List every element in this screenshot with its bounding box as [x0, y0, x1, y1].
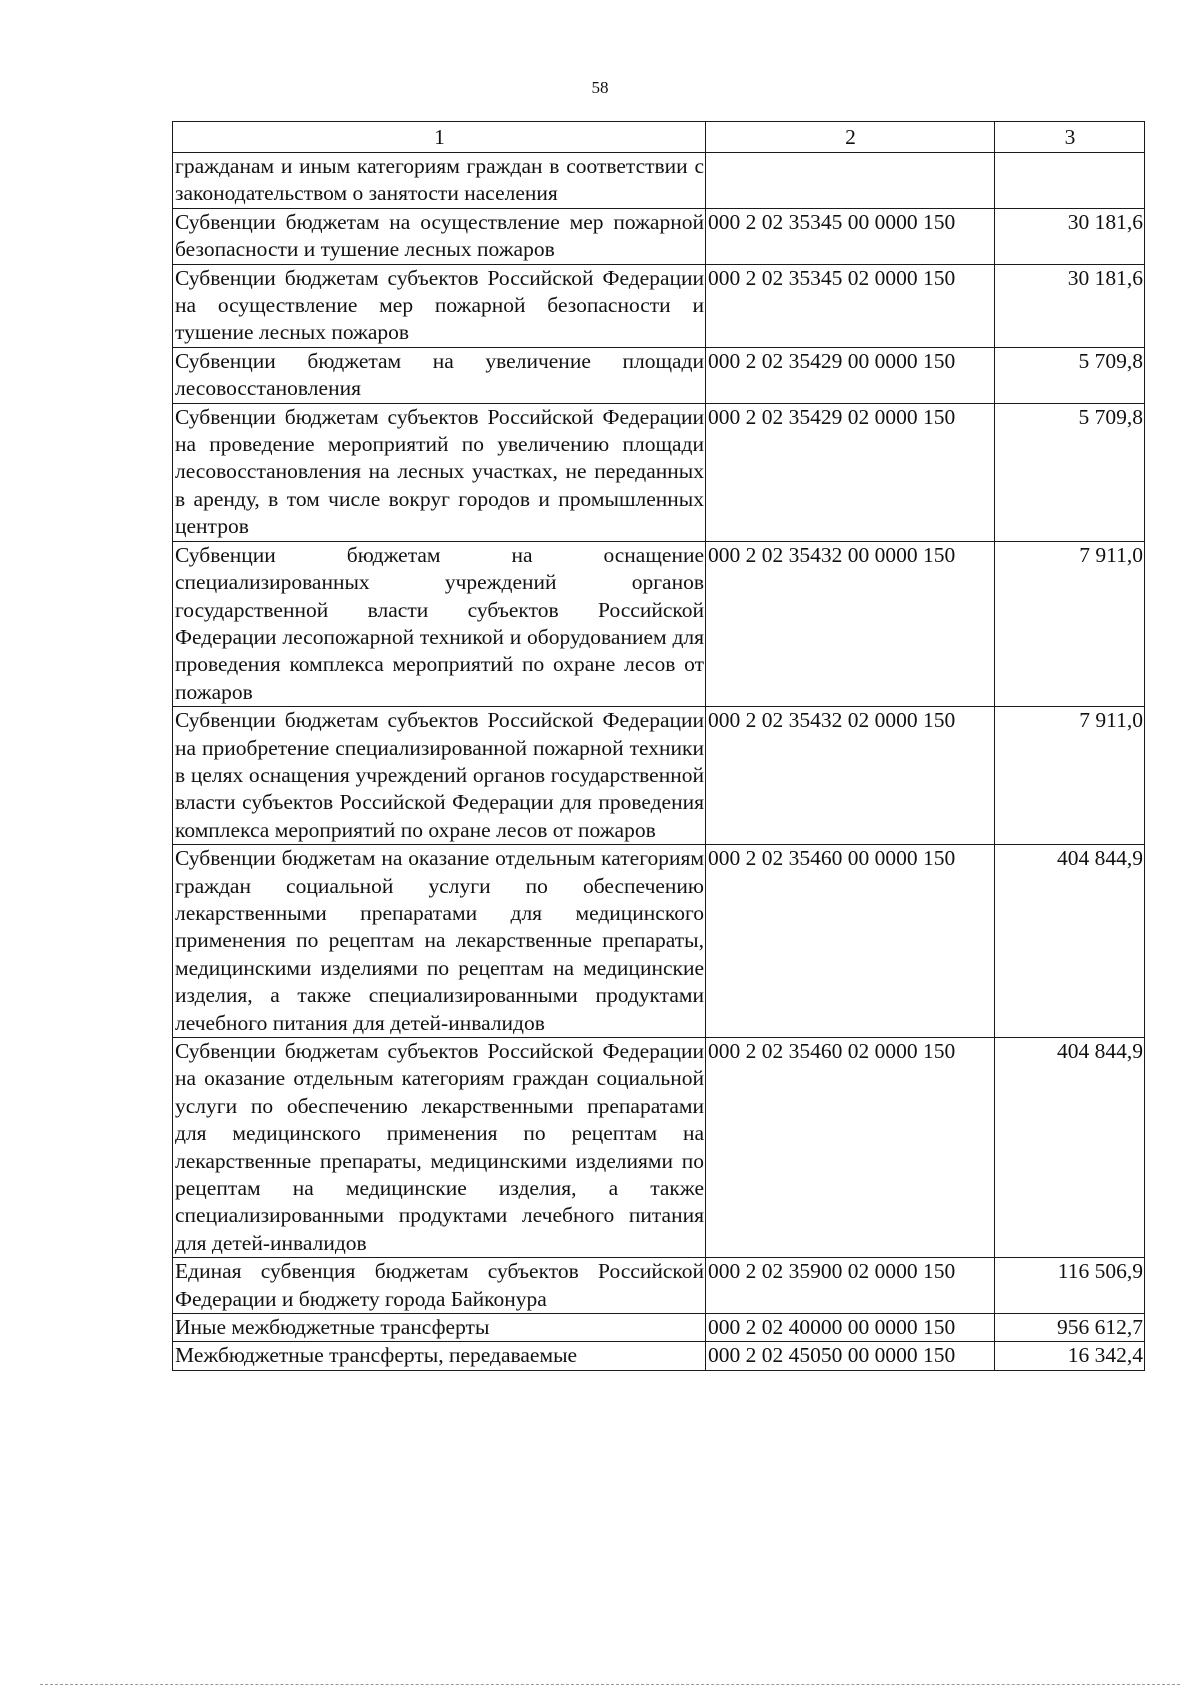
row-amount-cell: 404 844,9 [995, 1038, 1145, 1258]
row-name-cell: Субвенции бюджетам на увеличение площади лесовосстановления [173, 347, 706, 403]
row-amount-cell [995, 153, 1145, 209]
row-code-cell [706, 153, 995, 209]
row-name-cell: Субвенции бюджетам субъектов Российской Федерации на приобретение специализированной пожарной техники в целях оснащения учреждений органов государственной власти субъектов Российской Федерации для проведения комплекса мероприятий по охране лесов от пожаров [173, 707, 706, 845]
row-code-cell: 000 2 02 40000 00 0000 150 [706, 1314, 995, 1342]
table-row [173, 403, 1145, 541]
row-name-cell: гражданам и иным категориям граждан в соответствии с законодательством о занятости населения [173, 153, 706, 209]
table-row [173, 1258, 1145, 1314]
table-row [173, 845, 1145, 1038]
table-header-row [173, 122, 1145, 153]
table-row [173, 707, 1145, 845]
row-amount-cell: 16 342,4 [995, 1342, 1145, 1370]
row-name-cell: Субвенции бюджетам субъектов Российской Федерации на оказание отдельным категориям граждан социальной услуги по обеспечению лекарственными препаратами для медицинского применения по рецептам на лекарственные препараты, медицинскими изделиями по рецептам на медицинские изделия, а также специализированными продуктами лечебного питания для детей-инвалидов [173, 1038, 706, 1258]
row-amount-cell: 5 709,8 [995, 347, 1145, 403]
row-amount-cell: 5 709,8 [995, 403, 1145, 541]
row-code-cell: 000 2 02 35460 02 0000 150 [706, 1038, 995, 1258]
row-amount-cell: 404 844,9 [995, 845, 1145, 1038]
row-name-cell: Субвенции бюджетам на оказание отдельным категориям граждан социальной услуги по обеспечению лекарственными препаратами для медицинского применения по рецептам на лекарственные препараты, медицинскими изделиями по рецептам на медицинские изделия, а также специализированными продуктами лечебного питания для детей-инвалидов [173, 845, 706, 1038]
footer-divider [40, 1684, 1180, 1685]
row-amount-cell: 30 181,6 [995, 208, 1145, 264]
row-amount-cell: 116 506,9 [995, 1258, 1145, 1314]
table-row [173, 1342, 1145, 1370]
row-amount-cell: 7 911,0 [995, 707, 1145, 845]
table-row [173, 208, 1145, 264]
row-code-cell: 000 2 02 35432 00 0000 150 [706, 541, 995, 706]
row-name-cell: Субвенции бюджетам субъектов Российской Федерации на проведение мероприятий по увеличению площади лесовосстановления на лесных участках, не переданных в аренду, в том числе вокруг городов и промышленных центров [173, 403, 706, 541]
row-name-cell: Межбюджетные трансферты, передаваемые [173, 1342, 706, 1370]
table-row [173, 541, 1145, 706]
row-name-cell: Субвенции бюджетам на оснащение специализированных учреждений органов государственной власти субъектов Российской Федерации лесопожарной техникой и оборудованием для проведения комплекса мероприятий по охране лесов от пожаров [173, 541, 706, 706]
row-code-cell: 000 2 02 35345 02 0000 150 [706, 264, 995, 347]
budget-revenue-table [172, 121, 1145, 1371]
table-row [173, 153, 1145, 209]
table-row [173, 347, 1145, 403]
row-code-cell: 000 2 02 35429 00 0000 150 [706, 347, 995, 403]
row-code-cell: 000 2 02 35432 02 0000 150 [706, 707, 995, 845]
row-amount-cell: 956 612,7 [995, 1314, 1145, 1342]
row-name-cell: Иные межбюджетные трансферты [173, 1314, 706, 1342]
table-row [173, 1314, 1145, 1342]
row-code-cell: 000 2 02 35460 00 0000 150 [706, 845, 995, 1038]
row-code-cell: 000 2 02 45050 00 0000 150 [706, 1342, 995, 1370]
row-amount-cell: 30 181,6 [995, 264, 1145, 347]
column-header-3: 3 [995, 122, 1145, 153]
table-row [173, 264, 1145, 347]
page-number: 58 [591, 78, 609, 97]
row-name-cell: Единая субвенция бюджетам субъектов Российской Федерации и бюджету города Байконура [173, 1258, 706, 1314]
row-name-cell: Субвенции бюджетам субъектов Российской Федерации на осуществление мер пожарной безопасности и тушение лесных пожаров [173, 264, 706, 347]
column-header-2: 2 [706, 122, 995, 153]
row-amount-cell: 7 911,0 [995, 541, 1145, 706]
row-code-cell: 000 2 02 35429 02 0000 150 [706, 403, 995, 541]
row-code-cell: 000 2 02 35900 02 0000 150 [706, 1258, 995, 1314]
column-header-1: 1 [173, 122, 706, 153]
table-row [173, 1038, 1145, 1258]
row-code-cell: 000 2 02 35345 00 0000 150 [706, 208, 995, 264]
row-name-cell: Субвенции бюджетам на осуществление мер пожарной безопасности и тушение лесных пожаров [173, 208, 706, 264]
